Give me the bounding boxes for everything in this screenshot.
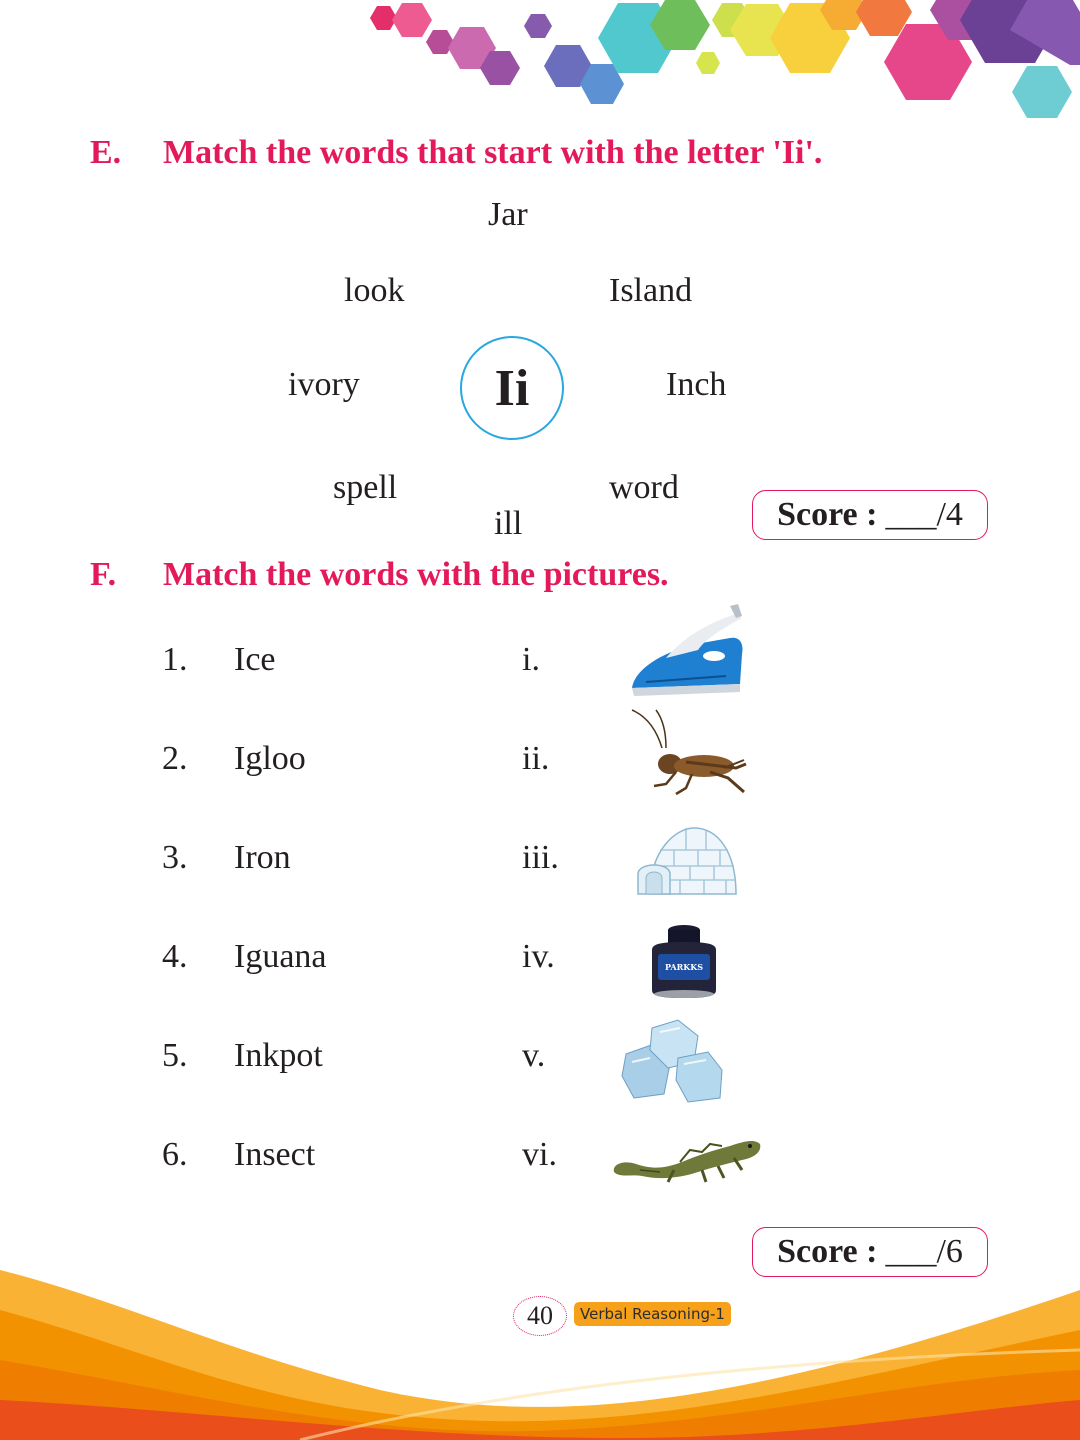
row-number: 3. [162,839,188,876]
word-bottom[interactable]: ill [494,505,523,542]
row-roman: vi. [522,1136,557,1173]
section-f-title: Match the words with the pictures. [163,556,669,593]
inkpot-label: PARKKS [665,962,703,972]
row-word[interactable]: Iguana [234,938,327,975]
inkpot-icon[interactable] [644,920,724,1000]
section-e-title: Match the words that start with the letter 'Ii'. [163,134,823,171]
section-f-letter: F. [90,556,117,593]
score-value[interactable]: ___/6 [885,1233,963,1270]
ice-icon[interactable] [620,1018,724,1104]
score-label: Score : [777,496,878,533]
row-number: 4. [162,938,188,975]
row-roman: i. [522,641,540,678]
row-number: 1. [162,641,188,678]
row-word[interactable]: Ice [234,641,276,678]
word-upper-left[interactable]: look [344,272,405,309]
center-letter-circle [460,336,564,440]
word-lower-right[interactable]: word [609,469,679,506]
insect-icon[interactable] [626,708,754,800]
row-word[interactable]: Iron [234,839,291,876]
word-left[interactable]: ivory [288,366,360,403]
row-word[interactable]: Inkpot [234,1037,323,1074]
row-roman: iii. [522,839,559,876]
row-roman: v. [522,1037,546,1074]
word-right[interactable]: Inch [666,366,727,403]
row-word[interactable]: Insect [234,1136,316,1173]
iguana-icon[interactable] [610,1128,762,1186]
row-roman: ii. [522,740,550,777]
iron-icon[interactable] [626,604,750,696]
row-word[interactable]: Igloo [234,740,306,777]
score-value[interactable]: ___/4 [885,496,963,533]
row-number: 5. [162,1037,188,1074]
word-lower-left[interactable]: spell [333,469,398,506]
section-e-letter: E. [90,134,122,171]
center-letter: Ii [494,359,530,417]
score-box-e [752,490,988,540]
row-roman: iv. [522,938,555,975]
row-number: 6. [162,1136,188,1173]
igloo-icon[interactable] [636,822,740,898]
row-number: 2. [162,740,188,777]
hexagon-header-decoration [0,0,1080,130]
book-title-tag: Verbal Reasoning-1 [574,1302,731,1326]
word-upper-right[interactable]: Island [609,272,693,309]
score-label: Score : [777,1233,878,1270]
word-top[interactable]: Jar [488,196,528,233]
page-number: 40 [513,1296,567,1336]
